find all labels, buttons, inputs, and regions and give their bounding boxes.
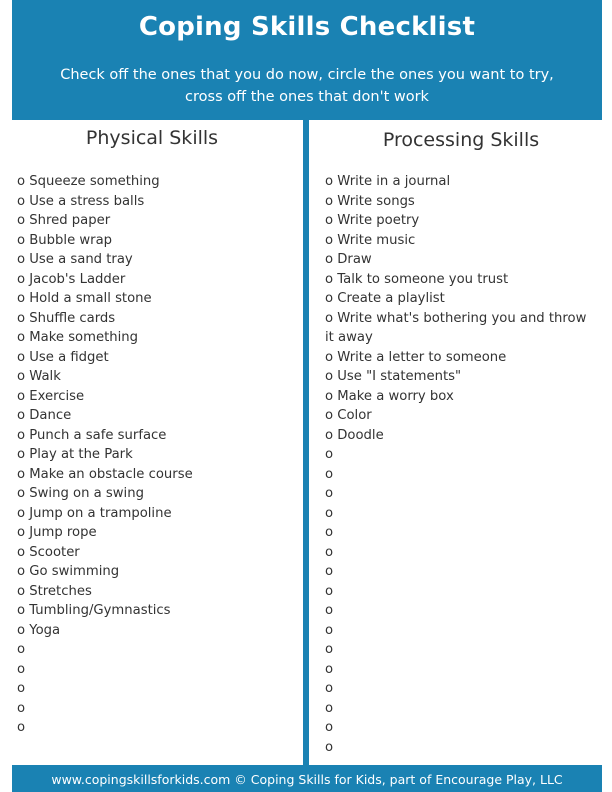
physical-skill-item: o Tumbling/Gymnastics [17, 603, 171, 618]
processing-skill-item: o Color [325, 408, 372, 423]
physical-skills-heading: Physical Skills [85, 127, 219, 149]
subtitle-line: cross off the ones that don't work [185, 89, 429, 105]
physical-skill-item: o Use a stress balls [17, 193, 145, 209]
physical-skill-item: o Jump on a trampoline [17, 505, 172, 521]
processing-skill-item: o [325, 739, 334, 755]
physical-skill-item: o Yoga [17, 622, 61, 638]
processing-skill-item: o [325, 603, 334, 618]
physical-skill-item: o Use a fidget [17, 349, 109, 365]
physical-skill-item: o Hold a small stone [17, 291, 152, 306]
processing-skill-item: o Use "I statements" [325, 369, 462, 384]
processing-skill-item: o Write what's bothering you and throw it away [325, 310, 587, 345]
physical-skill-item: o Scooter [17, 544, 80, 560]
processing-skill-item: o Create a playlist [325, 291, 445, 306]
physical-skill-item: o Squeeze something [17, 174, 160, 189]
processing-skill-item: o [325, 447, 334, 462]
physical-skill-item: o [17, 681, 26, 696]
physical-skills-list [17, 172, 297, 738]
processing-skill-item: o Draw [325, 252, 372, 267]
physical-skill-item: o Dance [17, 408, 72, 423]
processing-skill-item: o Make a worry box [325, 388, 454, 404]
physical-skill-item: o Walk [17, 369, 61, 384]
physical-skill-item: o [17, 720, 26, 735]
footer-text: www.copingskillsforkids.com © Coping Skills for Kids, part of Encourage Play, LLC [51, 772, 563, 787]
physical-skill-item: o Exercise [17, 388, 85, 404]
physical-skill-item: o Shred paper [17, 213, 111, 228]
processing-skill-item: o Write a letter to someone [325, 349, 507, 365]
physical-skill-item: o [17, 700, 26, 716]
processing-skill-item: o [325, 564, 334, 579]
processing-skill-item: o [325, 661, 334, 677]
physical-skill-item: o Play at the Park [17, 447, 133, 462]
header-banner [12, 0, 602, 120]
column-divider [303, 120, 309, 765]
processing-skill-item: o Talk to someone you trust [325, 271, 509, 287]
processing-skill-item: o Write in a journal [325, 174, 451, 189]
processing-skill-item: o Write songs [325, 193, 415, 209]
physical-skill-item: o Shuffle cards [17, 310, 116, 326]
processing-skill-item: o [325, 583, 334, 599]
physical-skill-item: o Swing on a swing [17, 486, 144, 501]
processing-skill-item: o Doodle [325, 427, 384, 443]
processing-skill-item: o [325, 681, 334, 696]
footer-banner [12, 765, 602, 792]
physical-skill-item: o Stretches [17, 583, 92, 599]
processing-skill-item: o [325, 466, 334, 482]
page-subtitle [32, 64, 582, 108]
processing-skill-item: o [325, 622, 334, 638]
physical-skill-item: o Go swimming [17, 564, 120, 579]
processing-skills-list [325, 172, 593, 757]
processing-skill-item: o [325, 486, 334, 501]
processing-skill-item: o [325, 525, 334, 540]
page-title: Coping Skills Checklist [138, 12, 476, 42]
processing-skill-item: o Write poetry [325, 213, 420, 228]
physical-skill-item: o Jump rope [17, 525, 97, 540]
physical-skill-item: o [17, 661, 26, 677]
physical-skill-item: o Bubble wrap [17, 232, 113, 248]
physical-skill-item: o [17, 642, 26, 657]
processing-skills-heading: Processing Skills [382, 129, 540, 151]
physical-skill-item: o Use a sand tray [17, 252, 133, 267]
physical-skill-item: o Make something [17, 330, 139, 345]
processing-skill-item: o [325, 720, 334, 735]
subtitle-line: Check off the ones that you do now, circle the ones you want to try, [60, 67, 554, 83]
processing-skill-item: o [325, 505, 334, 521]
processing-skill-item: o [325, 700, 334, 716]
physical-skill-item: o Punch a safe surface [17, 427, 167, 443]
physical-skill-item: o Jacob's Ladder [17, 271, 126, 287]
processing-skill-item: o [325, 642, 334, 657]
processing-skill-item: o [325, 544, 334, 560]
physical-skill-item: o Make an obstacle course [17, 466, 193, 482]
processing-skill-item: o Write music [325, 232, 416, 248]
